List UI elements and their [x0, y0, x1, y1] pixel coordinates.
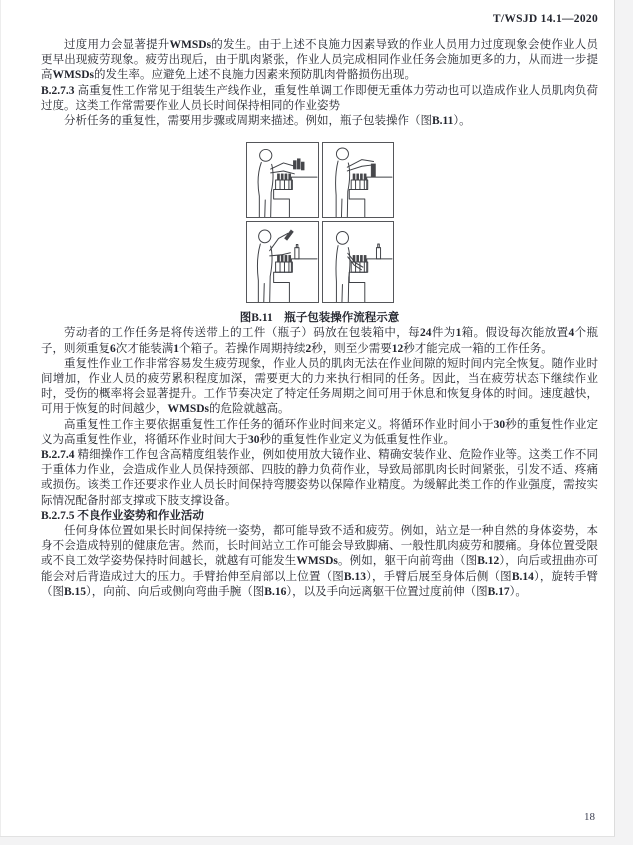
- figure-panel-2: [322, 142, 394, 218]
- para-posture: 任何身体位置如果长时间保持统一姿势，都可能导致不适和疲劳。例如，站立是一种自然的身体姿势，本身不会造成特别的健康危害。然而，长时间站立工作可能会导致脚痛、一般性肌肉疲劳和腰痛。身体位置受限或不良工效学姿势保持时间越长，就越有可能发生WMSDs。例如，躯干向前弯曲（图B.12），向后或扭曲亦可能会对后背造成过大的压力。手臂抬伸至肩部以上位置（图B.13），手臂后展至身体后侧（图B.14），旋转手臂（图B.15），向前、向后或侧向弯曲手腕（图B.16），以及手向远离躯干位置过度前伸（图B.17）。: [41, 525, 599, 598]
- section-text-b273: 高重复性工作常见于组装生产线作业，重复性单调工作即便无重体力劳动也可以造成作业人员肌肉负荷过度。这类工作常需要作业人员长时间保持相同的作业姿势: [41, 84, 599, 112]
- figure-caption: 图B.11 瓶子包装操作流程示意: [239, 312, 400, 325]
- section-label-b274: B.2.7.4: [41, 449, 75, 462]
- para-analyze: 分析任务的重复性，需要用步骤或周期来描述。例如，瓶子包装操作（图B.11）。: [64, 115, 471, 128]
- section-b274: [41, 448, 598, 509]
- section-label-b273: B.2.7.3: [41, 84, 75, 97]
- figure-b11: [41, 142, 598, 326]
- worker-pack-crate-drawing: [323, 222, 393, 302]
- figure-panels: [246, 142, 394, 303]
- para-high-repetition: 高重复性工作主要依据重复性工作任务的循环作业时间来定义。将循环作业时间小于30秒的重复性作业定义为高重复性作业，将循环作业时间大于30秒的重复性作业定义为低重复性作业。: [41, 418, 598, 446]
- worker-lift-bottle-drawing: [323, 143, 393, 217]
- doc-code: T/WSJD 14.1—2020: [492, 13, 598, 25]
- worker-place-bottle-drawing: [247, 222, 318, 302]
- heading-b275: B.2.7.5 不良作业姿势和作业活动: [41, 509, 204, 522]
- section-text-b274: 精细操作工作包含高精度组装作业，例如使用放大镜作业、精确安装作业、危险作业等。这类工作不同于重体力作业，会造成作业人员保持颈部、四肢的静力负荷作业，导致局部肌肉长时间紧张，引发不适、疼痛或损伤。该类工作还要求作业人员长时间保持弯腰姿势以保障作业精度。为缓解此类工作的作业强度，需按实际情况配备肘部支撑或下肢支撑设备。: [41, 449, 599, 507]
- para-overexertion: 过度用力会显著提升WMSDs的发生。由于上述不良施力因素导致的作业人员用力过度现象会使作业人员更早出现疲劳现象。疲劳出现后，由于肌肉紧张，作业人员完成相同作业任务会施加更多的力，从而进一步提高WMSDs的发生率。应避免上述不良施力因素来预防肌肉骨骼损伤出现。: [41, 39, 598, 82]
- section-b273: [41, 84, 598, 114]
- figure-panel-1: [246, 142, 319, 218]
- figure-panel-4: [322, 221, 394, 303]
- page-content: [41, 38, 598, 600]
- para-worker-task: 劳动者的工作任务是将传送带上的工件（瓶子）码放在包装箱中，每24件为1箱。假设每次能放置4个瓶子，则须重复6次才能装满1个箱子。若操作周期持续2秒，则至少需要12秒才能完成一箱的工作任务。: [41, 327, 599, 355]
- para-fatigue: 重复性作业工作非常容易发生疲劳现象，作业人员的肌肉无法在作业间隙的短时间内完全恢复。随作业时间增加，作业人员的疲劳累积程度加深，需要更大的力来执行相同的任务。因此，当在疲劳状态下继续作业时，受伤的概率将会显著提升。工作节奏决定了特定任务周期之间可用于休息和恢复身体的时间。速度越快，可用于恢复的时间越少，WMSDs的危险就越高。: [41, 357, 598, 416]
- worker-grab-bottles-drawing: [247, 143, 318, 217]
- figure-panel-3: [246, 221, 319, 303]
- page-number: 18: [584, 811, 595, 823]
